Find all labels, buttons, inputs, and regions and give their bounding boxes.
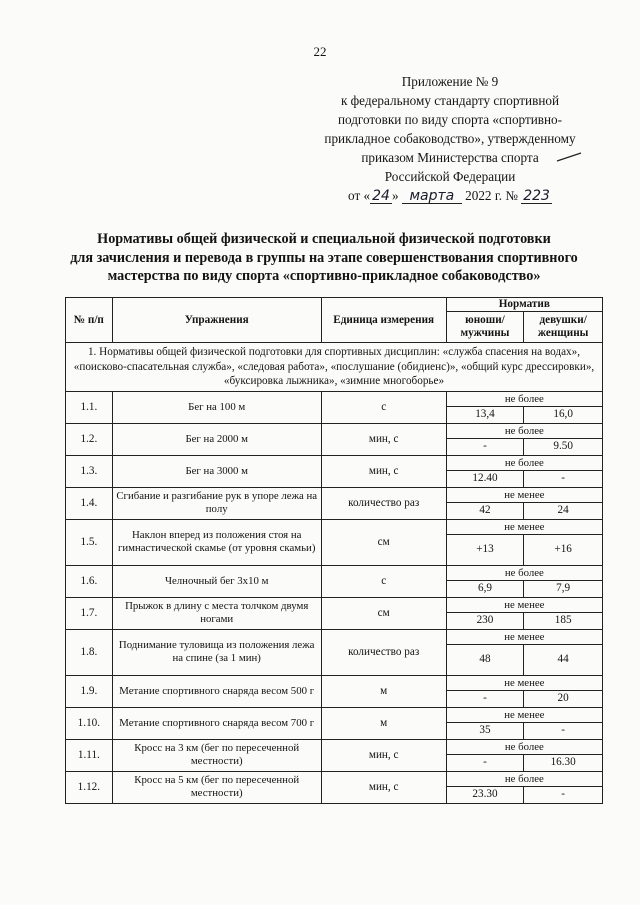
order-date-line [300, 186, 600, 205]
header-exercise: Упражнения [112, 298, 321, 343]
female-value: +16 [524, 534, 603, 565]
header-unit: Единица измерения [321, 298, 446, 343]
male-value: 23.30 [446, 786, 524, 803]
female-value: - [524, 470, 603, 487]
female-value: 7,9 [524, 580, 603, 597]
unit-cell: см [321, 519, 446, 565]
female-value: - [524, 786, 603, 803]
unit-cell: количество раз [321, 629, 446, 675]
table-row [66, 423, 603, 438]
handwritten-day: 24 [372, 188, 390, 204]
appendix-line: к федеральному стандарту спортивной [340, 93, 560, 108]
female-value: 44 [524, 644, 603, 675]
limit-cell: не более [446, 771, 602, 786]
date-prefix: от « [348, 188, 371, 203]
male-value: 13,4 [446, 406, 524, 423]
handwritten-month: марта [402, 189, 462, 204]
exercise-name: Челночный бег 3х10 м [112, 565, 321, 597]
exercise-name: Наклон вперед из положения стоя на гимнастической скамье (от уровня скамьи) [112, 519, 321, 565]
date-mid: » [391, 188, 399, 203]
female-value: 24 [524, 502, 603, 519]
row-number: 1.3. [66, 455, 113, 487]
table-row [66, 771, 603, 786]
row-number: 1.11. [66, 739, 113, 771]
male-value: 35 [446, 722, 524, 739]
male-value: 230 [446, 612, 524, 629]
female-value: 20 [524, 690, 603, 707]
row-number: 1.2. [66, 423, 113, 455]
row-number: 1.6. [66, 565, 113, 597]
male-value: 6,9 [446, 580, 524, 597]
male-value: +13 [446, 534, 524, 565]
table-row [66, 455, 603, 470]
limit-cell: не более [446, 391, 602, 406]
standards-table [65, 297, 603, 804]
row-number: 1.1. [66, 391, 113, 423]
row-number: 1.7. [66, 597, 113, 629]
unit-cell: мин, с [321, 739, 446, 771]
section-title: 1. Нормативы общей физической подготовки для спортивных дисциплин: «служба спасения на водах», «поисково-спасательная служба», «следовая работа», «послушание (обидиенс)», «общий курс дрессировки», «буксировка лыжника», «зимние многоборье» [66, 343, 603, 392]
unit-cell: мин, с [321, 455, 446, 487]
table-row [66, 739, 603, 754]
table-row [66, 565, 603, 580]
limit-cell: не менее [446, 707, 602, 722]
exercise-name: Метание спортивного снаряда весом 500 г [112, 675, 321, 707]
appendix-line: подготовки по виду спорта «спортивно- [337, 112, 563, 127]
exercise-name: Поднимание туловища из положения лежа на спине (за 1 мин) [112, 629, 321, 675]
female-value: - [524, 722, 603, 739]
table-row [66, 675, 603, 690]
unit-cell: с [321, 391, 446, 423]
title-line: для зачисления и перевода в группы на этапе совершенствования спортивного [70, 249, 578, 266]
exercise-name: Кросс на 5 км (бег по пересеченной местности) [112, 771, 321, 803]
appendix-line: Российской Федерации [384, 169, 516, 184]
unit-cell: мин, с [321, 771, 446, 803]
limit-cell: не менее [446, 629, 602, 644]
male-value: - [446, 690, 524, 707]
row-number: 1.10. [66, 707, 113, 739]
male-value: 12.40 [446, 470, 524, 487]
date-year: 2022 г. № [465, 188, 518, 203]
document-title [40, 230, 608, 286]
female-value: 16.30 [524, 754, 603, 771]
exercise-name: Бег на 100 м [112, 391, 321, 423]
table-row [66, 629, 603, 644]
male-value: 42 [446, 502, 524, 519]
exercise-name: Метание спортивного снаряда весом 700 г [112, 707, 321, 739]
exercise-name: Бег на 2000 м [112, 423, 321, 455]
limit-cell: не более [446, 739, 602, 754]
appendix-line: приказом Министерства спорта [361, 150, 539, 165]
male-value: 48 [446, 644, 524, 675]
table-row [66, 487, 603, 502]
unit-cell: м [321, 675, 446, 707]
exercise-name: Бег на 3000 м [112, 455, 321, 487]
table-row [66, 519, 603, 534]
female-value: 9.50 [524, 438, 603, 455]
limit-cell: не менее [446, 487, 602, 502]
header-num: № п/п [66, 298, 113, 343]
handwritten-order-number: 223 [523, 188, 550, 204]
unit-cell: мин, с [321, 423, 446, 455]
male-value: - [446, 754, 524, 771]
appendix-block [300, 72, 600, 205]
limit-cell: не более [446, 423, 602, 438]
page-number: 22 [313, 44, 327, 59]
unit-cell: с [321, 565, 446, 597]
row-number: 1.9. [66, 675, 113, 707]
unit-cell: см [321, 597, 446, 629]
table-row [66, 391, 603, 406]
limit-cell: не менее [446, 597, 602, 612]
limit-cell: не более [446, 455, 602, 470]
row-number: 1.5. [66, 519, 113, 565]
row-number: 1.8. [66, 629, 113, 675]
exercise-name: Прыжок в длину с места толчком двумя ногами [112, 597, 321, 629]
unit-cell: количество раз [321, 487, 446, 519]
exercise-name: Сгибание и разгибание рук в упоре лежа на полу [112, 487, 321, 519]
header-norm: Норматив [446, 298, 602, 312]
row-number: 1.12. [66, 771, 113, 803]
appendix-line: Приложение № 9 [401, 74, 499, 89]
header-male: юноши/ мужчины [446, 312, 524, 343]
limit-cell: не более [446, 565, 602, 580]
table-row [66, 707, 603, 722]
female-value: 185 [524, 612, 603, 629]
exercise-name: Кросс на 3 км (бег по пересеченной местности) [112, 739, 321, 771]
male-value: - [446, 438, 524, 455]
female-value: 16,0 [524, 406, 603, 423]
title-line: мастерства по виду спорта «спортивно-прикладное собаководство» [107, 268, 541, 284]
table-row [66, 597, 603, 612]
limit-cell: не менее [446, 519, 602, 534]
header-female: девушки/ женщины [524, 312, 603, 343]
pen-stroke-mark [556, 152, 582, 162]
row-number: 1.4. [66, 487, 113, 519]
appendix-line: прикладное собаководство», утвержденному [324, 131, 576, 146]
unit-cell: м [321, 707, 446, 739]
title-line: Нормативы общей физической и специальной физической подготовки [97, 231, 551, 247]
limit-cell: не менее [446, 675, 602, 690]
